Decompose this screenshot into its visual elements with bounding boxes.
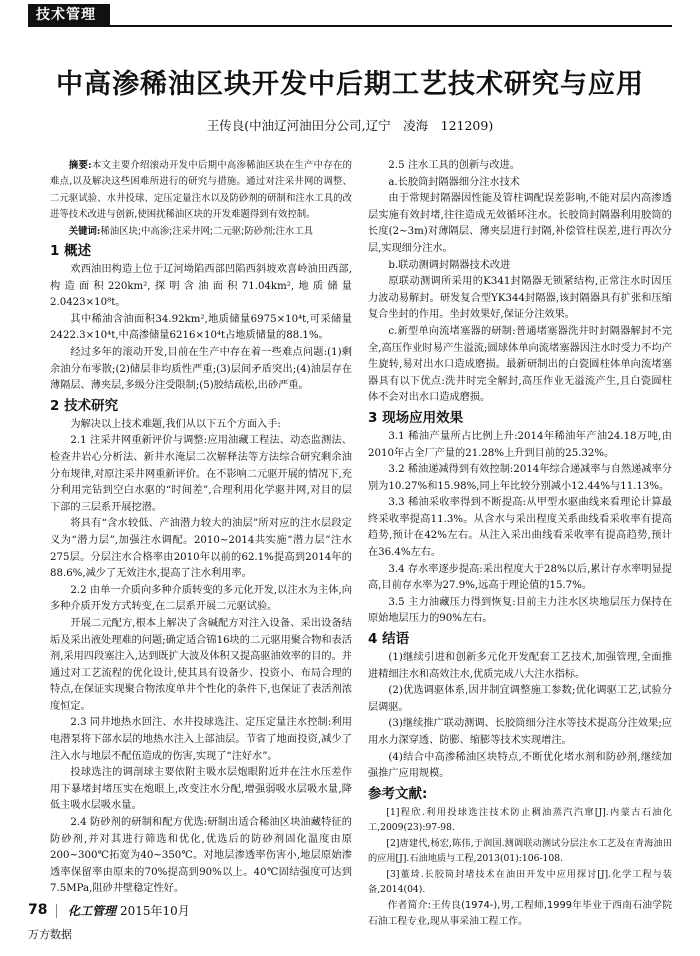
body-paragraph: 3.3 稀油采收率得到不断提高:从甲型水驱曲线来看理论计算最终采收率提高11.3%。从含水与采出程度关系曲线看采收率有提高趋势,预计在42%左右。从注入采出曲线看采收率有提高趋势,预计在36.4%左右。	[368, 497, 672, 559]
section-heading: 参考文献:	[368, 785, 428, 802]
journal-name: 化工管理	[68, 904, 117, 918]
reference-item: [2]唐建代,杨宏,陈伟,于润国.测调联动测试分层注水工艺及在青海油田的应用[J].石油地质与工程,2013(01):106-108.	[368, 837, 672, 865]
body-paragraph: c.新型单向流堵塞器的研制:普通堵塞器洗井时封隔器解封不完全,高压作业时易产生溢流;圆球体单向流堵塞器因注水时受力不均产生旋转,易对出水口造成磨损。最新研制出的白瓷圆柱体单向流堵塞器具有以下优点:洗井时完全解封,高压作业无溢流产生,且白瓷圆柱体不会对出水口造成磨损。	[368, 325, 672, 404]
body-paragraph: 将具有“含水较低、产油潜力较大的油层”所对应的注水层段定义为“潜力层”,加强注水调配。2010~2014共实施“潜力层”注水275层。分层注水合格率由2010年以前的62.1%提高到2014年的88.6%,减少了无效注水,提高了注水利用率。	[50, 518, 352, 580]
keywords-label: 关键词:	[68, 225, 101, 237]
page-number: 78	[28, 902, 48, 918]
body-paragraph: 经过多年的滚动开发,目前在生产中存在着一些难点问题:(1)剩余油分布零散;(2)储层非均质性严重;(3)层间矛盾突出;(4)油层存在薄隔层、薄夹层,多级分注受限制;(5)胶结疏松,出砂严重。	[50, 347, 352, 392]
body-paragraph: 为解决以上技术难题,我们从以下五个方面入手:	[70, 418, 281, 430]
left-column	[50, 158, 352, 898]
keywords	[50, 224, 352, 240]
right-column	[368, 158, 672, 931]
author-bio: 作者简介:王传良(1974-),男,工程师,1999年毕业于西南石油学院石油工程专业,现从事采油工程工作。	[368, 899, 672, 928]
section-heading: 2 技术研究	[50, 397, 119, 414]
body-paragraph: 2.3 同井地热水回注、水井投球选注、定压定量注水控制:利用电潜泵将下部水层的地热水注入上部油层。节省了地面投资,减少了注入水与地层不配伍造成的伤害,实现了“注好水”。	[50, 717, 352, 762]
footer-divider	[56, 904, 57, 918]
section-heading: 4 结语	[368, 631, 410, 648]
section-heading: 3 现场应用效果	[368, 409, 464, 426]
abstract-label: 摘要:	[68, 160, 92, 171]
body-paragraph: (4)结合中高渗稀油区块特点,不断优化堵水剂和防砂剂,继续加强推广应用规模。	[368, 751, 672, 780]
body-paragraph: 2.4 防砂剂的研制和配方优选:研制出适合稀油区块油藏特征的防砂剂,并对其进行筛选和优化,优选后的防砂剂固化温度由原200~300℃拓宽为40~350℃。对地层渗透率伤害小,地层原始渗透率保留率由原来的70%提高到90%以上。40℃固结强度可达到7.5MPa,阻砂井壁稳定性好。	[50, 817, 352, 895]
wanfang-watermark: 万方数据	[28, 928, 72, 941]
body-paragraph: (2)优选调驱体系,因井制宜调整施工参数;优化调驱工艺,试验分层调驱。	[368, 685, 672, 713]
body-paragraph: 原联动测调所采用的K341封隔器无锁紧结构,正常注水时因压力波动易解封。研发复合型YK344封隔器,该封隔器具有扩张和压缩复合坐封的作用。坐封效果好,保证分注效果。	[368, 276, 672, 321]
reference-item: [1]程欣.利用投球选注技术防止稠油蒸汽汽窜[J].内蒙古石油化工,2009(23):97-98.	[368, 806, 672, 834]
body-paragraph: 3.4 存水率逐步提高:采出程度大于28%以后,累计存水率明显提高,目前存水率为27.9%,远高于理论值的15.7%。	[368, 563, 672, 592]
abstract-text: 本文主要介绍滚动开发中后期中高渗稀油区块在生产中存在的难点,以及解决这些困难所进行的研究与措施。通过对注采井网的调整、二元驱试验、水井投球、定压定量注水以及防砂剂的研制和注水工具的改进等技术改进与创新,使困扰稀油区块的开发难题得到有效控制。	[50, 160, 352, 221]
section-header	[0, 0, 700, 26]
section-label: 技术管理	[28, 4, 110, 26]
body-paragraph: 开展二元配方,根本上解决了含碱配方对注入设备、采出设备结垢及采出液处理难的问题;确定适合锦16块的二元驱用聚合物和表活剂,采用四段塞注入,达到既扩大波及体积又提高驱油效率的目的。并通过对工艺流程的优化设计,使其具有设备少、投资小、布局合理的特点,在保证实现聚合物浓度单井个性化的条件下,也保证了表活剂浓度恒定。	[50, 617, 352, 712]
author-line: 王传良(中油辽河油田分公司,辽宁 凌海 121209)	[206, 118, 494, 133]
keywords-text: 稀油区块;中高渗;注采井网;二元驱;防砂剂;注水工具	[100, 225, 314, 237]
section-heading: 1 概述	[50, 243, 92, 260]
body-paragraph: b.联动测调封隔器技术改进	[388, 259, 511, 271]
body-paragraph: a.长胶筒封隔器细分注水技术	[388, 176, 520, 188]
paper-title: 中高渗稀油区块开发中后期工艺技术研究与应用	[56, 69, 644, 100]
issue-date: 2015年10月	[120, 904, 190, 918]
abstract	[50, 158, 352, 224]
body-paragraph: 2.5 注水工具的创新与改进。	[388, 160, 520, 171]
body-paragraph: 3.2 稀油递减得到有效控制:2014年综合递减率与自然递减率分别为10.27%和15.98%,同上年比较分别减小12.44%与11.13%。	[368, 464, 672, 492]
body-paragraph: (3)继续推广联动测调、长胶筒细分注水等技术提高分注效果;应用水力深穿透、防膨、缩膨等技术实现增注。	[368, 718, 672, 746]
body-paragraph: 由于常规封隔器因性能及管柱调配误差影响,不能对层内高渗透层实施有效封堵,往往造成无效循环注水。长胶筒封隔器利用胶筒的长度(2~3m)对薄隔层、薄夹层进行封隔,补偿管柱误差,进行再次分层,实现细分注水。	[368, 193, 672, 254]
body-paragraph: (1)继续引进和创新多元化开发配套工艺技术,加强管理,全面推进精细注水和高效注水,优质完成八大注水指标。	[368, 652, 672, 680]
body-paragraph: 欢西油田构造上位于辽河坳陷西部凹陷西斜坡欢喜岭油田西部,构造面积220km²,探明含油面积71.04km²,地质储量2.0423×10⁸t。	[50, 264, 352, 309]
header-rule	[28, 25, 672, 27]
reference-item: [3]董琦.长胶筒封堵技术在油田开发中应用探讨[J].化学工程与装备,2014(04).	[368, 868, 672, 896]
body-paragraph: 2.1 注采井网重新评价与调整:应用油藏工程法、动态监测法、检查井岩心分析法、新井水淹层二次解释法等方法综合研究剩余油分布规律,对原注采井网重新评价。在不影响二元驱开展的情况下,充分利用完钻到空白水驱的“时间差”,合理利用化学驱井网,对目的层下部的三层系开展挖潜。	[50, 435, 352, 513]
body-paragraph: 2.2 由单一介质向多种介质转变的多元化开发,以注水为主体,向多种介质开发方式转变,在二层系开展二元驱试验。	[50, 584, 352, 613]
body-paragraph: 3.5 主力油藏压力得到恢复:目前主力注水区块地层压力保持在原始地层压力的90%左右。	[368, 596, 672, 625]
body-paragraph: 投球选注的调剖球主要依附主吸水层炮眼附近并在注水压差作用下暴堵封堵压实在炮眼上,改变注水分配,增强弱吸水层吸水量,降低主吸水层吸水量。	[50, 767, 352, 812]
body-paragraph: 3.1 稀油产量所占比例上升:2014年稀油年产油24.18万吨,由2010年占全厂产量的21.28%上升到目前的25.32%。	[368, 430, 672, 459]
body-paragraph: 其中稀油含油面积34.92km²,地质储量6975×10⁴t,可采储量2422.3×10⁴t,中高渗储量6216×10⁴t占地质储量的88.1%。	[50, 313, 352, 342]
